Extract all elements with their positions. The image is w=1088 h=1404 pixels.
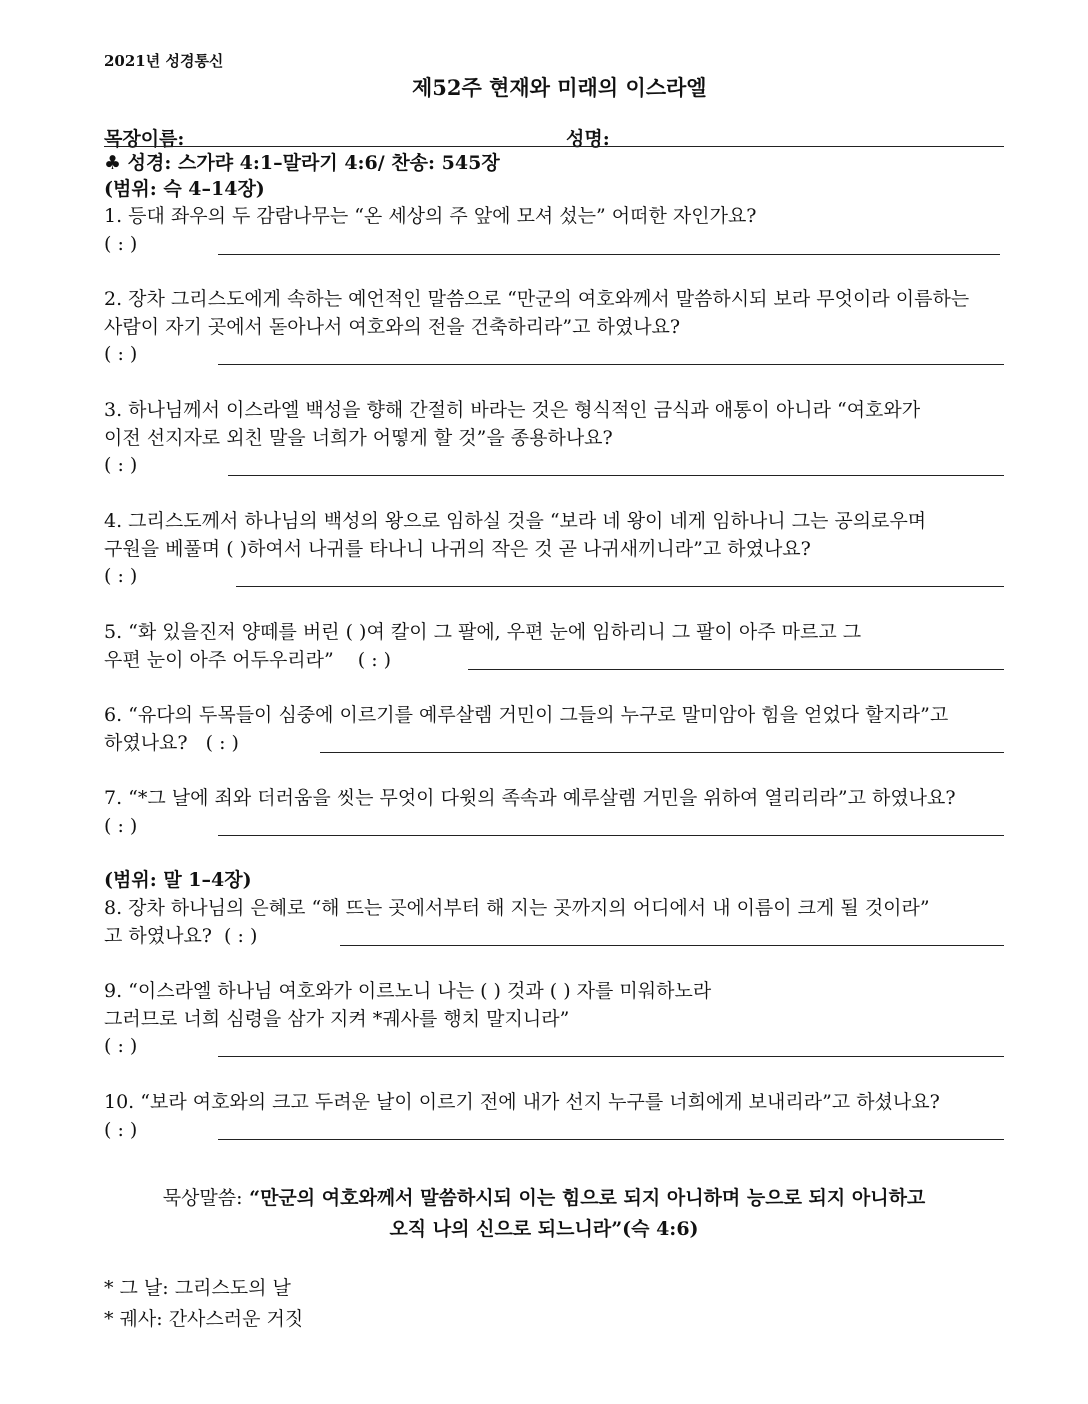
question-6-answer-line[interactable] xyxy=(320,752,1004,753)
question-6-line-2-text: 하였나요? xyxy=(104,732,188,754)
club-icon: ♣ xyxy=(104,152,122,174)
document-year-label: 2021년 성경통신 xyxy=(104,52,224,70)
question-3-answer-ref: ( : ) xyxy=(104,454,138,476)
parish-name-label: 목장이름: xyxy=(104,128,185,150)
question-2-answer-line[interactable] xyxy=(218,364,1004,365)
question-1-answer-line[interactable] xyxy=(218,254,1000,255)
question-2-answer-ref: ( : ) xyxy=(104,343,138,365)
footnote-2: * 궤사: 간사스러운 거짓 xyxy=(104,1308,304,1330)
question-6-answer-ref: ( : ) xyxy=(205,732,239,754)
question-10-answer-line[interactable] xyxy=(218,1139,1004,1140)
person-name-label: 성명: xyxy=(566,128,610,150)
question-5-line-2-text: 우편 눈이 아주 어두우리라” xyxy=(104,649,334,671)
question-7-answer-ref: ( : ) xyxy=(104,815,138,837)
question-9-line-1: 9. “이스라엘 하나님 여호와가 이르노니 나는 ( ) 것과 ( ) 자를 미워하노라 xyxy=(104,980,712,1002)
reading-text: 성경: 스가랴 4:1–말라기 4:6/ 찬송: 545장 xyxy=(127,152,500,174)
footnote-1: * 그 날: 그리스도의 날 xyxy=(104,1277,291,1299)
question-8-answer-ref: ( : ) xyxy=(224,925,258,947)
range-label-1: (범위: 슥 4–14장) xyxy=(104,178,265,200)
document-title: 제52주 현재와 미래의 이스라엘 xyxy=(412,75,707,100)
question-3-line-1: 3. 하나님께서 이스라엘 백성을 향해 간절히 바라는 것은 형식적인 금식과 애통이 아니라 “여호와가 xyxy=(104,399,921,421)
question-5-answer-line[interactable] xyxy=(468,669,1004,670)
memory-verse-line-2: 오직 나의 신으로 되느니라”(슥 4:6) xyxy=(389,1218,699,1240)
reading-line xyxy=(104,150,500,176)
question-4-line-1: 4. 그리스도께서 하나님의 백성의 왕으로 임하실 것을 “보라 네 왕이 네게 임하나니 그는 공의로우며 xyxy=(104,510,927,532)
question-6-line-1: 6. “유다의 두목들이 심중에 이르기를 예루살렘 거민이 그들의 누구로 말미암아 힘을 얻었다 할지라”고 xyxy=(104,704,949,726)
question-4-answer-line[interactable] xyxy=(236,586,1004,587)
question-1-answer-ref: ( : ) xyxy=(104,233,138,255)
question-7-line-1: 7. “*그 날에 죄와 더러움을 씻는 무엇이 다윗의 족속과 예루살렘 거민을 위하여 열리리라”고 하였나요? xyxy=(104,787,956,809)
question-10-answer-ref: ( : ) xyxy=(104,1119,138,1141)
question-2-line-1: 2. 장차 그리스도에게 속하는 예언적인 말씀으로 “만군의 여호와께서 말씀하시되 보라 무엇이라 이름하는 xyxy=(104,288,970,310)
question-8-line-2 xyxy=(104,923,257,949)
question-4-line-2: 구원을 베풀며 ( )하여서 나귀를 타나니 나귀의 작은 것 곧 나귀새끼니라”고 하였나요? xyxy=(104,538,811,560)
question-2-line-2: 사람이 자기 곳에서 돋아나서 여호와의 전을 건축하리라”고 하였나요? xyxy=(104,316,681,338)
question-1-line-1: 1. 등대 좌우의 두 감람나무는 “온 세상의 주 앞에 모셔 섰는” 어떠한 자인가요? xyxy=(104,205,757,227)
question-5-line-2 xyxy=(104,647,391,673)
header-underline xyxy=(104,146,1004,147)
question-8-line-1: 8. 장차 하나님의 은혜로 “해 뜨는 곳에서부터 해 지는 곳까지의 어디에서 내 이름이 크게 될 것이라” xyxy=(104,897,930,919)
range-label-2: (범위: 말 1–4장) xyxy=(104,869,252,891)
question-8-line-2-text: 고 하였나요? xyxy=(104,925,212,947)
question-8-answer-line[interactable] xyxy=(340,945,1004,946)
question-6-line-2 xyxy=(104,730,239,756)
question-5-answer-ref: ( : ) xyxy=(357,649,392,671)
memory-verse-text-1: “만군의 여호와께서 말씀하시되 이는 힘으로 되지 아니하며 능으로 되지 아니하고 xyxy=(249,1187,926,1209)
question-3-answer-line[interactable] xyxy=(228,475,1004,476)
memory-verse-line-1 xyxy=(0,1185,1088,1211)
question-10-line-1: 10. “보라 여호와의 크고 두려운 날이 이르기 전에 내가 선지 누구를 너희에게 보내리라”고 하셨나요? xyxy=(104,1091,940,1113)
question-5-line-1: 5. “화 있을진저 양떼를 버린 ( )여 칼이 그 팔에, 우편 눈에 임하리니 그 팔이 아주 마르고 그 xyxy=(104,621,862,643)
memory-verse-label: 묵상말씀: xyxy=(162,1187,243,1209)
question-9-answer-line[interactable] xyxy=(218,1056,1004,1057)
question-9-line-2: 그러므로 너희 심령을 삼가 지켜 *궤사를 행치 말지니라” xyxy=(104,1008,570,1030)
question-9-answer-ref: ( : ) xyxy=(104,1035,138,1057)
question-4-answer-ref: ( : ) xyxy=(104,565,138,587)
question-3-line-2: 이전 선지자로 외친 말을 너희가 어떻게 할 것”을 종용하나요? xyxy=(104,427,613,449)
question-7-answer-line[interactable] xyxy=(218,835,1004,836)
